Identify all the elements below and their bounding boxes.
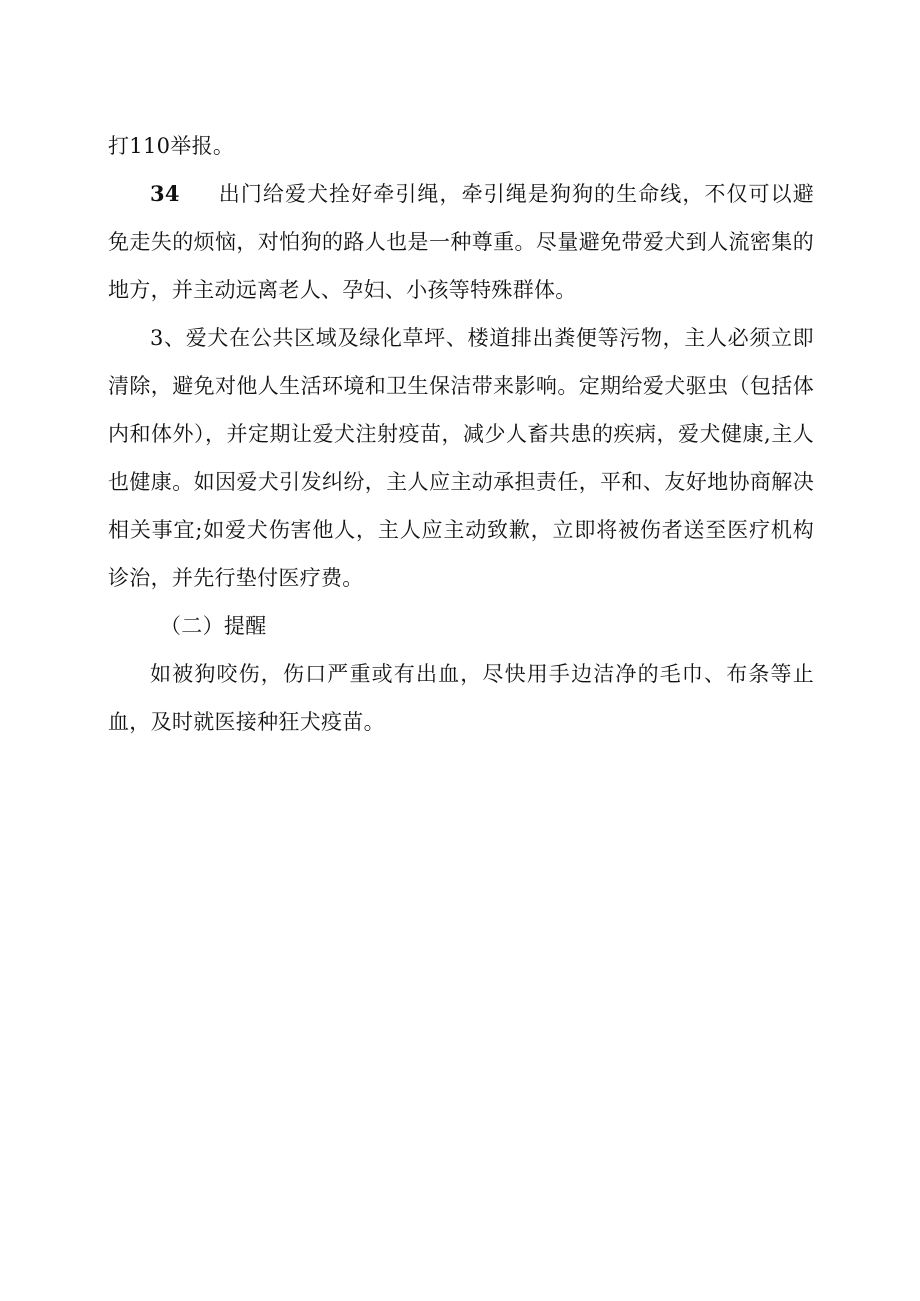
paragraph-item-3: 3、爱犬在公共区域及绿化草坪、楼道排出粪便等污物，主人必须立即清除，避免对他人生活环境和卫生保洁带来影响。定期给爱犬驱虫（包括体内和体外），并定期让爱犬注射疫苗，减少人畜共患的疾病，爱犬健康,主人也健康。如因爱犬引发纠纷，主人应主动承担责任，平和、友好地协商解决相关事宜;如爱犬伤害他人，主人应主动致歉，立即将被伤者送至医疗机构诊治，并先行垫付医疗费。 [108, 326, 814, 590]
section-heading: （二）提醒 [160, 614, 267, 638]
paragraph-text: 出门给爱犬拴好牵引绳，牵引绳是狗狗的生命线，不仅可以避免走失的烦恼，对怕狗的路人也是一种尊重。尽量避免带爱犬到人流密集的地方，并主动远离老人、孕妇、小孩等特殊群体。 [108, 182, 814, 302]
paragraph-item-34 [108, 170, 814, 314]
paragraph-reminder: 如被狗咬伤，伤口严重或有出血，尽快用手边洁净的毛巾、布条等止血，及时就医接种狂犬疫苗。 [108, 662, 814, 734]
paragraph-continuation: 打110举报。 [108, 134, 235, 158]
item-number: 34 [150, 181, 180, 206]
document-body [108, 122, 814, 746]
